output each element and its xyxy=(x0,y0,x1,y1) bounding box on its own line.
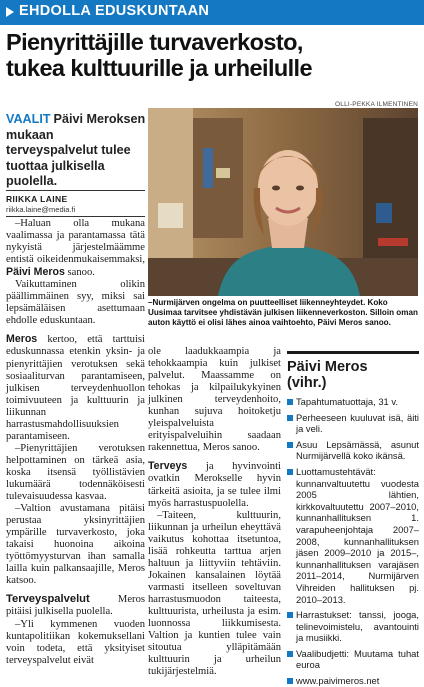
infobox-item: Luottamustehtävät: kunnanvaltuutettu vuodesta 2005 lähtien, kirkkovaltuutettu 2007–2010, kunnanhallituksen 1. varapuheenjohtaja 2007–2008, kunnanhallituksen jäsen 2009–2010 ja 2015–, kunnanhallituksen varajäsen 2011–2014, Nurmijärven Vihreiden hallituksen pj. 2010–2013. xyxy=(287,466,419,605)
infobox-item: Asuu Lepsämässä, asunut Nurmijärvellä koko ikänsä. xyxy=(287,439,419,462)
article-column-1 xyxy=(6,218,145,667)
paragraph xyxy=(6,333,145,442)
text-run: kertoo, että tarttuisi eduskunnassa etenkin yksin- ja pienyrittäjien verotuksen sekä sosiaaliturvan parantamiseen, julkisen terveydenhuollon toimivuuteen ja kulttuurin ja liikunnan harrastusmahdollisuuksien parantamiseen. xyxy=(6,334,145,442)
infobox-list xyxy=(287,396,419,687)
paragraph: ole laadukkaampia ja tehokkaampia kuin julkiset palvelut. Maassamme on tehokas ja kilpailukykyinen julkinen terveydenhoito, kunhan sujuva hoitoketju yleispalveluista erityispalveluihin saadaan rakennettua, Meros sanoo. xyxy=(148,346,281,454)
paragraph: –Pienyrittäjien verotuksen helpottaminen on tärkeä asia, koska itsensä työllistävien lukumäärä todennäköisesti tulevaisuudessa kasvaa. xyxy=(6,442,145,503)
paragraph: –Yli kymmenen vuoden kuntapolitiikan kokemuksellani voin todeta, että yksityiset terveyspalvelut eivät xyxy=(6,618,145,666)
photo-caption: –Nurmijärven ongelma on puutteelliset liikenneyhteydet. Koko Uusimaa tarvitsee yhdistävän julkisen liikenneverkoston. Silloin oman auton käyttö ei olisi lähes ainoa vaihtoehto, Päivi Meros sanoo. xyxy=(148,298,418,328)
infobox-title xyxy=(287,360,419,391)
paragraph: Vaikuttaminen olikin päällimmäinen syy, miksi sai lepsämäläisen asettumaan ehdolle eduskuntaan. xyxy=(6,279,145,327)
portrait-illustration xyxy=(148,108,418,296)
triangle-icon xyxy=(6,7,14,17)
text-run: Meros pitäisi julkisella puolella. xyxy=(6,594,145,618)
paragraph xyxy=(6,593,145,618)
infobox-item: Harrastukset: tanssi, jooga, telinevoimistelu, avantouinti ja musiikki. xyxy=(287,609,419,644)
section-banner xyxy=(0,0,424,25)
paragraph: –Taiteen, kulttuurin, liikunnan ja urheilun eheyttävä vaikutus kohottaa itsetuntoa, lisää rohkeutta tarttua arjen haltuun ja liittyviin tehtäviin. Jokainen kansalainen löytää varmasti itselleen soveltuvan harrastusmuodon taiteesta, kulttuurista, urheilusta ja esim. luonnossa liikkumisesta. Valtion ja kuntien tulee vain sitoutua ylläpitämään kulttuurin ja urheilun tukijärjestelmiä. xyxy=(148,509,281,678)
text-run: –Haluan olla mukana vaalimassa ja parantamassa tätä nykyistä järjestelmäämme entistä oikeidenmukaisemmaksi, xyxy=(6,218,145,266)
portrait-photo xyxy=(148,108,418,296)
paragraph xyxy=(148,460,281,509)
paragraph-lead: Meros xyxy=(6,333,38,346)
headline xyxy=(6,29,420,81)
headline-line-1: Pienyrittäjille turvaverkosto, xyxy=(6,29,303,55)
candidate-infobox xyxy=(287,351,419,686)
person-name: Päivi Meros xyxy=(6,266,65,279)
subheading: Terveyspalvelut xyxy=(6,593,90,606)
lead-text: Päivi Meroksen mukaan terveyspalvelut tulee tuottaa julkisella puolella. xyxy=(6,112,146,189)
paragraph-lead: Terveys xyxy=(148,460,188,473)
photo-credit: OLLI-PEKKA ILMENTINEN xyxy=(335,101,418,108)
paragraph: –Valtion avustamana pitäisi perustaa yksinyrittäjien ympärille turvaverkosto, joka takaisi huonoina aikoina työttömyysturvan ihan samalla lailla kuin palkansaajille, Meros katsoo. xyxy=(6,503,145,587)
infobox-item: Vaalibudjetti: Muutama tuhat euroa xyxy=(287,648,419,671)
party-label: (vihr.) xyxy=(287,374,327,391)
text-run: ja hyvinvointi ovatkin Merokselle hyvin tärkeitä asioita, ja se tulee ilmi myös harrastuspuolella. xyxy=(148,461,281,509)
lead-kicker: VAALIT xyxy=(6,112,51,126)
byline-author: RIIKKA LAINE xyxy=(6,194,68,204)
infobox-item: Perheeseen kuuluvat isä, äiti ja veli. xyxy=(287,412,419,435)
article-column-2 xyxy=(148,346,281,678)
infobox-item: Tapahtumatuottaja, 31 v. xyxy=(287,396,419,408)
byline-email: riikka.laine@media.fi xyxy=(6,205,76,214)
section-label: EHDOLLA EDUSKUNTAAN xyxy=(19,3,210,19)
text-run: sanoo. xyxy=(67,267,95,279)
paragraph xyxy=(6,218,145,279)
lead-paragraph xyxy=(6,112,146,190)
headline-line-2: tukea kulttuurille ja urheilulle xyxy=(6,55,312,81)
candidate-name: Päivi Meros xyxy=(287,359,368,375)
byline-rule xyxy=(6,190,145,191)
infobox-item: www.paivimeros.net xyxy=(287,675,419,687)
byline-rule-bottom xyxy=(6,216,145,217)
